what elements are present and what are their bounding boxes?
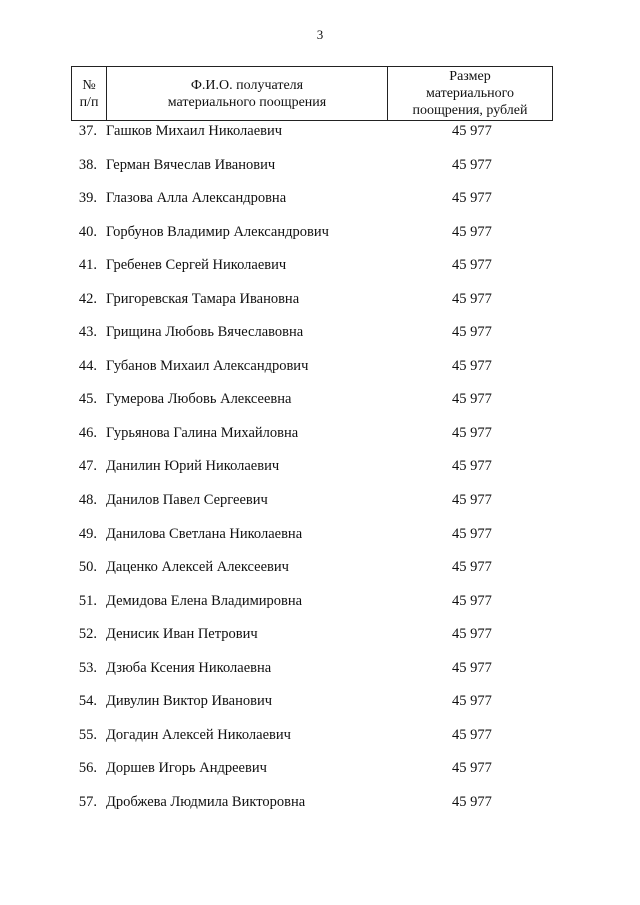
header-amount-column: [388, 67, 553, 121]
recipient-name: Демидова Елена Владимировна: [106, 592, 303, 609]
reward-amount: 45 977: [452, 793, 492, 810]
row-number: 45.: [78, 391, 97, 408]
recipient-name: Горбунов Владимир Александрович: [106, 223, 329, 240]
row-number: 46.: [78, 424, 97, 441]
table-row: [0, 155, 640, 189]
table-row: [0, 557, 640, 591]
recipient-name: Глазова Алла Александровна: [106, 190, 287, 207]
recipient-name: Данилин Юрий Николаевич: [106, 458, 280, 475]
reward-amount: 45 977: [452, 693, 492, 710]
table-row: [0, 792, 640, 826]
reward-amount: 45 977: [452, 123, 492, 139]
reward-amount: 45 977: [452, 760, 492, 777]
row-number: 48.: [78, 492, 97, 509]
recipient-name: Денисик Иван Петрович: [106, 626, 258, 643]
recipient-name: Григоревская Тамара Ивановна: [106, 290, 300, 307]
row-number: 56.: [78, 760, 97, 777]
recipient-name: Дробжева Людмила Викторовна: [106, 793, 306, 810]
table-row: [0, 658, 640, 692]
reward-amount: 45 977: [452, 324, 492, 341]
reward-amount: 45 977: [452, 223, 492, 240]
recipient-list: [0, 121, 640, 825]
header-name-column: [107, 67, 388, 121]
table-row: [0, 289, 640, 323]
reward-amount: 45 977: [452, 726, 492, 743]
row-number: 47.: [78, 458, 97, 475]
recipient-name: Данилова Светлана Николаевна: [106, 525, 303, 542]
row-number: 50.: [78, 559, 97, 576]
table-row: [0, 423, 640, 457]
table-row: [0, 624, 640, 658]
recipient-name: Доршев Игорь Андреевич: [106, 760, 267, 777]
table-row: [0, 490, 640, 524]
reward-amount: 45 977: [452, 458, 492, 475]
reward-amount: 45 977: [452, 659, 492, 676]
header-name-line: материального поощрения: [167, 94, 327, 110]
recipient-name: Герман Вячеслав Иванович: [106, 156, 276, 173]
recipient-name: Догадин Алексей Николаевич: [106, 726, 291, 743]
row-number: 43.: [78, 324, 97, 341]
reward-amount: 45 977: [452, 156, 492, 173]
row-number: 54.: [78, 693, 97, 710]
header-amount-line: Размер: [449, 69, 491, 84]
row-number: 44.: [78, 357, 97, 374]
header-name-line: Ф.И.О. получателя: [190, 77, 304, 93]
row-number: 55.: [78, 726, 97, 743]
recipient-name: Гумерова Любовь Алексеевна: [106, 391, 292, 408]
table-header: [71, 66, 553, 121]
header-amount-line: материального: [425, 86, 515, 101]
recipient-name: Даценко Алексей Алексеевич: [106, 559, 289, 576]
table-row: [0, 591, 640, 625]
header-number-line: п/п: [79, 94, 99, 110]
row-number: 37.: [78, 123, 97, 139]
header-amount-line: поощрения, рублей: [412, 103, 528, 118]
recipient-name: Дивулин Виктор Иванович: [106, 693, 273, 710]
recipient-name: Гашков Михаил Николаевич: [106, 123, 283, 139]
table-row: [0, 356, 640, 390]
row-number: 39.: [78, 190, 97, 207]
header-number-line: №: [82, 77, 96, 93]
row-number: 57.: [78, 793, 97, 810]
reward-amount: 45 977: [452, 290, 492, 307]
table-row: [0, 389, 640, 423]
table-row: [0, 322, 640, 356]
reward-amount: 45 977: [452, 424, 492, 441]
row-number: 41.: [78, 257, 97, 274]
recipient-name: Дзюба Ксения Николаевна: [106, 659, 272, 676]
table-row: [0, 255, 640, 289]
reward-amount: 45 977: [452, 626, 492, 643]
recipient-name: Данилов Павел Сергеевич: [106, 492, 268, 509]
table-row: [0, 456, 640, 490]
row-number: 42.: [78, 290, 97, 307]
reward-amount: 45 977: [452, 492, 492, 509]
table-row: [0, 524, 640, 558]
recipient-name: Гурьянова Галина Михайловна: [106, 424, 299, 441]
table-row: [0, 188, 640, 222]
table-row: [0, 691, 640, 725]
reward-amount: 45 977: [452, 357, 492, 374]
table-row: [0, 725, 640, 759]
reward-amount: 45 977: [452, 592, 492, 609]
table-row: [0, 121, 640, 155]
reward-amount: 45 977: [452, 257, 492, 274]
recipient-name: Гребенев Сергей Николаевич: [106, 257, 287, 274]
reward-amount: 45 977: [452, 190, 492, 207]
row-number: 51.: [78, 592, 97, 609]
table-row: [0, 222, 640, 256]
recipient-name: Губанов Михаил Александрович: [106, 357, 309, 374]
row-number: 53.: [78, 659, 97, 676]
reward-amount: 45 977: [452, 391, 492, 408]
reward-amount: 45 977: [452, 525, 492, 542]
table-row: [0, 758, 640, 792]
row-number: 40.: [78, 223, 97, 240]
page-number: 3: [316, 27, 324, 42]
row-number: 38.: [78, 156, 97, 173]
row-number: 49.: [78, 525, 97, 542]
row-number: 52.: [78, 626, 97, 643]
header-number-column: [72, 67, 107, 121]
reward-amount: 45 977: [452, 559, 492, 576]
recipient-name: Грищина Любовь Вячеславовна: [106, 324, 304, 341]
